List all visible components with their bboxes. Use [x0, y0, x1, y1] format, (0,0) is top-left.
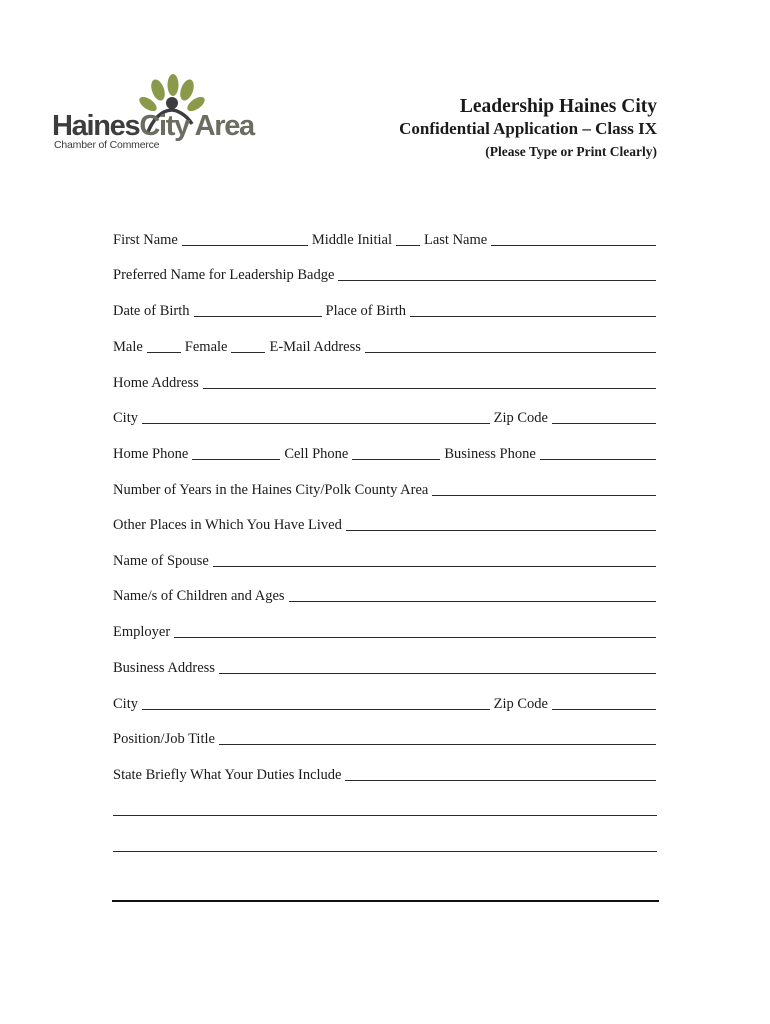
business-zip-field[interactable] [552, 709, 656, 710]
middle-initial-field[interactable] [396, 245, 420, 246]
document-subtitle: Confidential Application – Class IX [399, 119, 657, 139]
city-field[interactable] [142, 423, 490, 424]
female-field[interactable] [231, 352, 265, 353]
spouse-row [113, 550, 656, 570]
first-name-label: First Name [113, 232, 178, 249]
date-of-birth-field[interactable] [194, 316, 322, 317]
business-address-label: Business Address [113, 660, 215, 677]
duties-row [113, 764, 656, 784]
business-phone-field[interactable] [540, 459, 656, 460]
logo-subtitle: Chamber of Commerce [54, 139, 160, 151]
place-of-birth-label: Place of Birth [325, 303, 407, 320]
home-address-row [113, 372, 656, 392]
business-city-field[interactable] [142, 709, 490, 710]
last-name-field[interactable] [491, 245, 656, 246]
document-instructions: (Please Type or Print Clearly) [485, 143, 657, 159]
gender-email-row [113, 336, 656, 356]
preferred-name-label: Preferred Name for Leadership Badge [113, 267, 335, 284]
logo-word-haines: Haines [52, 110, 140, 142]
birth-row [113, 300, 656, 320]
years-in-area-field[interactable] [432, 495, 656, 496]
city-zip-row [113, 407, 656, 427]
business-address-field[interactable] [219, 673, 656, 674]
children-label: Name/s of Children and Ages [113, 588, 285, 605]
home-address-field[interactable] [203, 388, 656, 389]
middle-initial-label: Middle Initial [311, 232, 392, 249]
section-divider [112, 900, 659, 902]
email-field[interactable] [365, 352, 656, 353]
employer-row [113, 621, 656, 641]
years-in-area-label: Number of Years in the Haines City/Polk County Area [113, 482, 429, 499]
chamber-logo [52, 74, 304, 154]
place-of-birth-field[interactable] [410, 316, 656, 317]
logo-word-city-area: City Area [139, 110, 254, 142]
preferred-name-row [113, 264, 656, 284]
children-field[interactable] [289, 601, 656, 602]
business-phone-label: Business Phone [444, 446, 536, 463]
document-header [399, 95, 657, 160]
home-phone-label: Home Phone [113, 446, 189, 463]
years-in-area-row [113, 479, 656, 499]
business-city-label: City [113, 696, 138, 713]
business-zip-label: Zip Code [493, 696, 548, 713]
cell-phone-field[interactable] [352, 459, 440, 460]
business-address-row [113, 657, 656, 677]
preferred-name-field[interactable] [338, 280, 656, 281]
duties-continuation-line-1[interactable] [113, 815, 657, 816]
other-places-field[interactable] [346, 530, 656, 531]
business-city-zip-row [113, 693, 656, 713]
other-places-label: Other Places in Which You Have Lived [113, 517, 342, 534]
zip-code-field[interactable] [552, 423, 656, 424]
email-label: E-Mail Address [269, 339, 361, 356]
name-row [113, 229, 656, 249]
employer-label: Employer [113, 624, 171, 641]
first-name-field[interactable] [182, 245, 308, 246]
last-name-label: Last Name [423, 232, 488, 249]
document-title: Leadership Haines City [459, 96, 657, 117]
zip-code-label: Zip Code [493, 410, 548, 427]
position-field[interactable] [219, 744, 656, 745]
home-phone-field[interactable] [192, 459, 280, 460]
spouse-field[interactable] [213, 566, 656, 567]
duties-label: State Briefly What Your Duties Include [113, 767, 342, 784]
cell-phone-label: Cell Phone [284, 446, 349, 463]
employer-field[interactable] [174, 637, 656, 638]
home-address-label: Home Address [113, 375, 199, 392]
children-row [113, 585, 656, 605]
other-places-row [113, 514, 656, 534]
male-field[interactable] [147, 352, 181, 353]
logo-wordmark [52, 112, 254, 141]
duties-field[interactable] [345, 780, 656, 781]
female-label: Female [184, 339, 228, 356]
position-row [113, 728, 656, 748]
duties-continuation-line-2[interactable] [113, 851, 657, 852]
spouse-label: Name of Spouse [113, 553, 209, 570]
position-label: Position/Job Title [113, 731, 215, 748]
male-label: Male [113, 339, 143, 356]
city-label: City [113, 410, 138, 427]
phone-row [113, 443, 656, 463]
date-of-birth-label: Date of Birth [113, 303, 190, 320]
